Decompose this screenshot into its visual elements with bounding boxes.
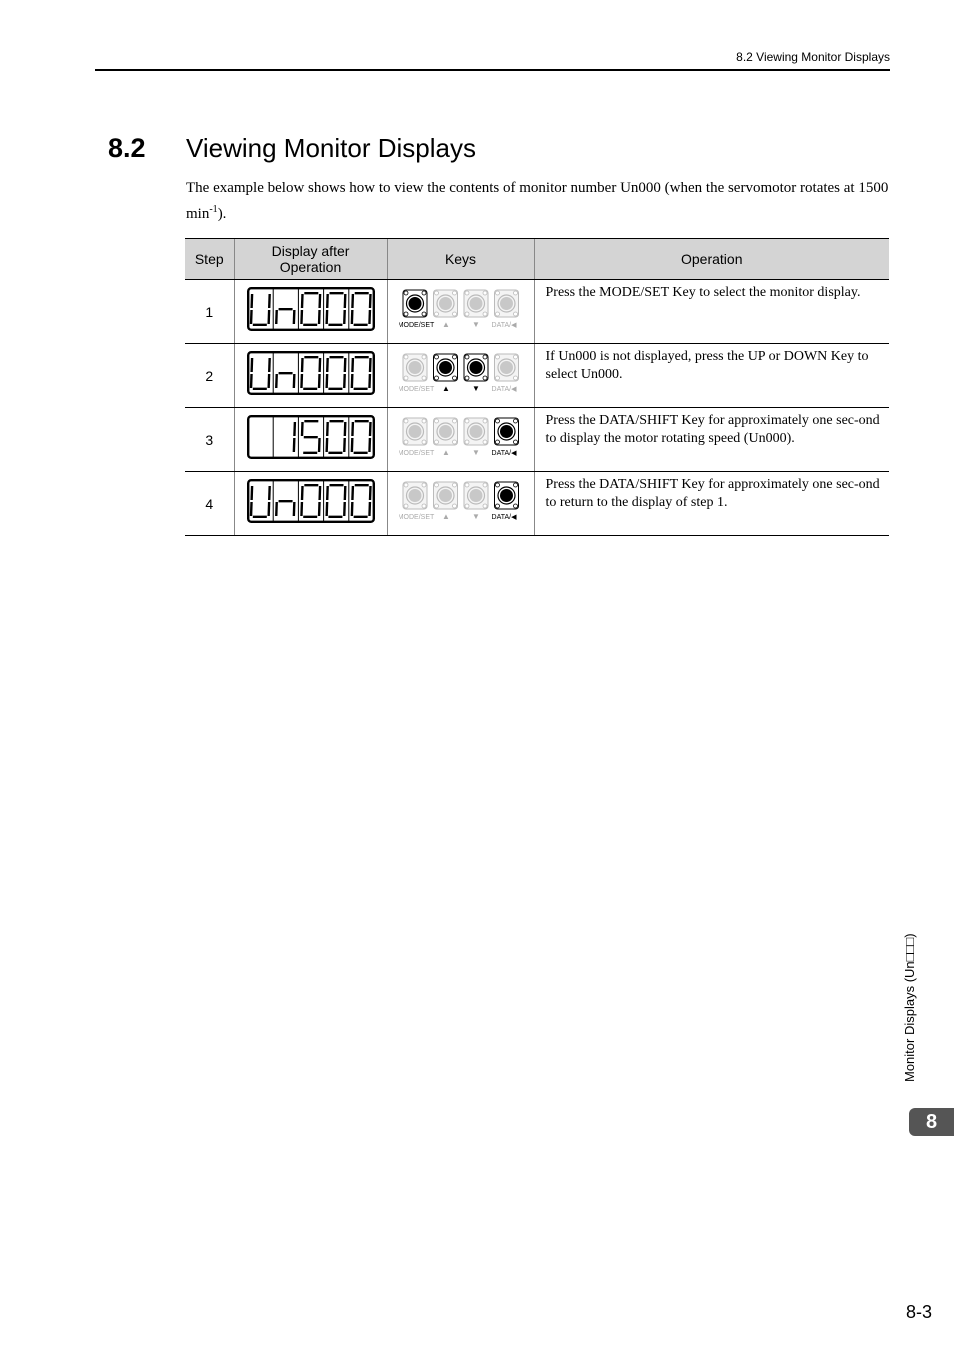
step-number: 1 bbox=[185, 280, 234, 344]
down-key-label: ▼ bbox=[471, 448, 480, 457]
up-key-icon bbox=[433, 418, 457, 445]
down-key-label: ▼ bbox=[471, 384, 480, 393]
intro-exponent: -1 bbox=[209, 204, 218, 215]
keypad-diagram bbox=[399, 287, 523, 331]
running-header: 8.2 Viewing Monitor Displays bbox=[736, 50, 890, 64]
header-step: Step bbox=[185, 239, 234, 280]
procedure-table bbox=[185, 238, 889, 536]
down-key-icon bbox=[464, 354, 488, 381]
mode-key-icon bbox=[403, 482, 427, 509]
section-number: 8.2 bbox=[108, 133, 146, 163]
mode-key-icon bbox=[403, 418, 427, 445]
down-key-icon bbox=[464, 418, 488, 445]
up-key-icon bbox=[433, 290, 457, 317]
keypad-diagram bbox=[399, 479, 523, 523]
seven-segment-display bbox=[247, 351, 375, 395]
keypad-diagram bbox=[399, 351, 523, 395]
mode-key-label: MODE/SET bbox=[398, 322, 434, 329]
up-key-label: ▲ bbox=[441, 384, 450, 393]
display-cell bbox=[234, 280, 387, 344]
data-key-label: DATA/◀ bbox=[491, 322, 516, 329]
table-body bbox=[185, 280, 889, 536]
operation-text: Press the MODE/SET Key to select the monitor display. bbox=[534, 280, 889, 344]
data-key-label: DATA/◀ bbox=[491, 386, 516, 393]
down-key-icon bbox=[464, 482, 488, 509]
up-key-icon bbox=[433, 354, 457, 381]
intro-end: ). bbox=[217, 206, 227, 222]
mode-key-label: MODE/SET bbox=[398, 450, 434, 457]
header-operation: Operation bbox=[534, 239, 889, 280]
step-number: 4 bbox=[185, 472, 234, 536]
keys-cell bbox=[387, 280, 534, 344]
section-title: Viewing Monitor Displays bbox=[186, 133, 476, 163]
keys-cell bbox=[387, 344, 534, 408]
data-key-icon bbox=[494, 418, 518, 445]
intro-paragraph bbox=[186, 177, 890, 225]
header-display-text: Display after Operation bbox=[271, 243, 350, 275]
down-key-icon bbox=[464, 290, 488, 317]
chapter-tab: 8 bbox=[909, 1108, 954, 1136]
table-row bbox=[185, 408, 889, 472]
keypad-diagram bbox=[399, 415, 523, 459]
mode-key-icon bbox=[403, 290, 427, 317]
step-number: 2 bbox=[185, 344, 234, 408]
operation-text: If Un000 is not displayed, press the UP or DOWN Key to select Un000. bbox=[534, 344, 889, 408]
data-key-label: DATA/◀ bbox=[491, 514, 516, 521]
keys-cell bbox=[387, 472, 534, 536]
mode-key-icon bbox=[403, 354, 427, 381]
seven-segment-display bbox=[247, 415, 375, 459]
header-rule bbox=[95, 69, 890, 71]
page-number: 8-3 bbox=[905, 1302, 932, 1322]
table-header-row bbox=[185, 239, 889, 280]
data-key-icon bbox=[494, 354, 518, 381]
table-row bbox=[185, 280, 889, 344]
up-key-label: ▲ bbox=[441, 512, 450, 521]
intro-text: The example below shows how to view the contents of monitor number Un000 (when the servomotor rotates at 1500 min bbox=[186, 180, 889, 222]
display-cell bbox=[234, 344, 387, 408]
mode-key-label: MODE/SET bbox=[398, 514, 434, 521]
table-row bbox=[185, 344, 889, 408]
keys-cell bbox=[387, 408, 534, 472]
operation-text: Press the DATA/SHIFT Key for approximately one sec-ond to display the motor rotating speed (Un000). bbox=[534, 408, 889, 472]
display-cell bbox=[234, 472, 387, 536]
data-key-icon bbox=[494, 482, 518, 509]
up-key-label: ▲ bbox=[441, 448, 450, 457]
operation-text: Press the DATA/SHIFT Key for approximately one sec-ond to return to the display of step 1. bbox=[534, 472, 889, 536]
table-row bbox=[185, 472, 889, 536]
seven-segment-display bbox=[247, 287, 375, 331]
display-cell bbox=[234, 408, 387, 472]
data-key-icon bbox=[494, 290, 518, 317]
down-key-label: ▼ bbox=[471, 512, 480, 521]
data-key-label: DATA/◀ bbox=[491, 450, 516, 457]
up-key-icon bbox=[433, 482, 457, 509]
header-keys: Keys bbox=[387, 239, 534, 280]
chapter-side-label: Monitor Displays (Un□□□) bbox=[902, 933, 917, 1082]
up-key-label: ▲ bbox=[441, 320, 450, 329]
mode-key-label: MODE/SET bbox=[398, 386, 434, 393]
header-display bbox=[234, 239, 387, 280]
step-number: 3 bbox=[185, 408, 234, 472]
down-key-label: ▼ bbox=[471, 320, 480, 329]
seven-segment-display bbox=[247, 479, 375, 523]
